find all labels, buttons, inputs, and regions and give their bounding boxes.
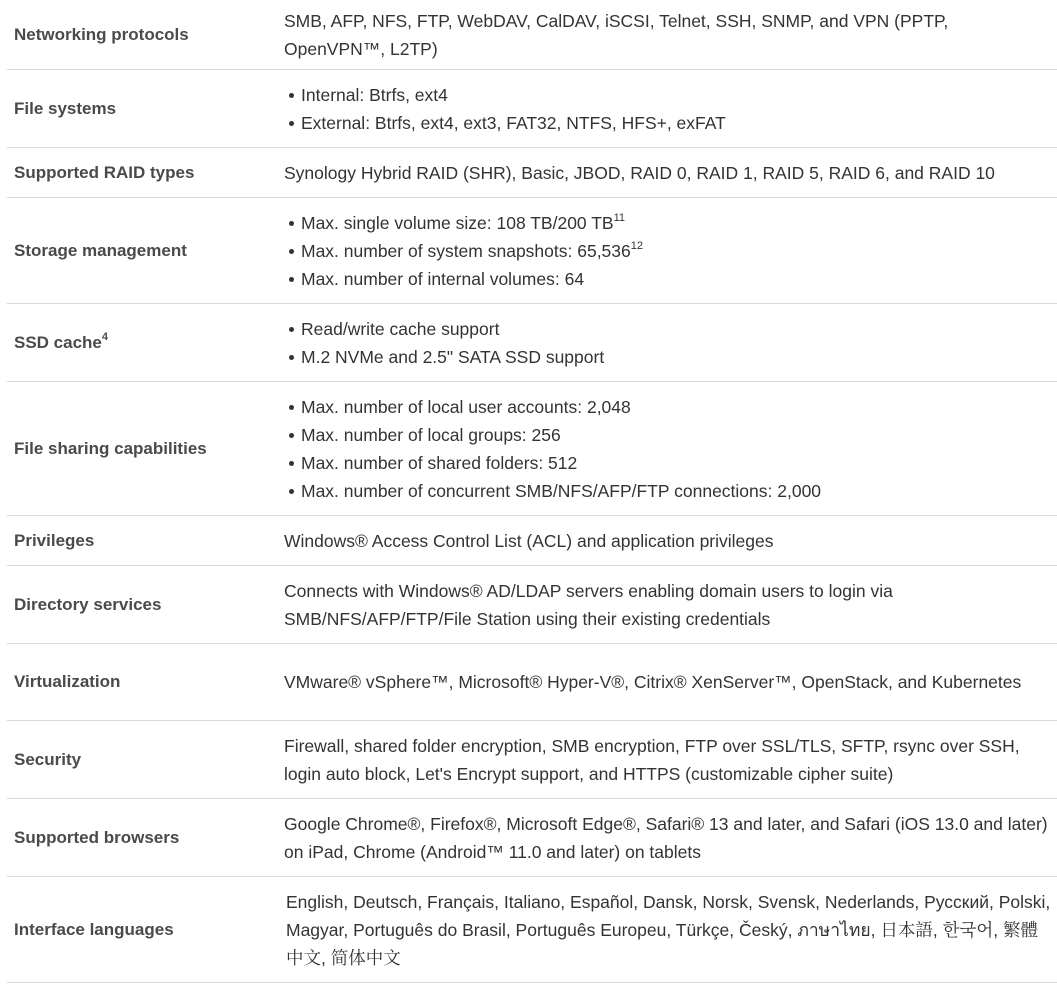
bullet-list [284,209,1051,293]
spec-label: Security [14,749,82,769]
list-item: Internal: Btrfs, ext4 [284,81,1051,109]
spec-row-ssd-cache [7,304,1057,382]
spec-value: Google Chrome®, Firefox®, Microsoft Edge®, Safari® 13 and later, and Safari (iOS 13.0 and later) on iPad, Chrome (Android™ 11.0 and later) on tablets [284,813,1048,862]
spec-label: File sharing capabilities [14,438,207,458]
spec-row-security [7,721,1057,799]
spec-label: Storage management [14,240,187,260]
spec-row-privileges [7,516,1057,566]
spec-label: Virtualization [14,672,121,691]
list-item: Max. number of concurrent SMB/NFS/AFP/FTP connections: 2,000 [284,477,1051,505]
list-item: Max. number of local groups: 256 [284,421,1051,449]
list-item-text: Max. number of system snapshots: 65,536 [301,240,631,261]
spec-label: Supported RAID types [14,162,195,182]
list-item: Max. number of internal volumes: 64 [284,265,1051,293]
footnote-marker: 11 [613,211,625,224]
spec-row-networking-protocols [7,0,1057,70]
spec-row-supported-browsers [7,799,1057,877]
list-item [284,237,1051,265]
spec-label: Privileges [14,530,95,550]
bullet-list [284,315,1051,371]
spec-label-text: SSD cache [14,332,102,352]
list-item [284,209,1051,237]
spec-value [284,209,1057,293]
spec-value: Firewall, shared folder encryption, SMB encryption, FTP over SSL/TLS, SFTP, rsync over SSH, login auto block, Let's Encrypt support, and HTTPS (customizable cipher suite) [284,735,1020,784]
spec-value: SMB, AFP, NFS, FTP, WebDAV, CalDAV, iSCSI, Telnet, SSH, SNMP, and VPN (PPTP, OpenVPN™, L2TP) [284,10,949,59]
footnote-marker: 12 [630,239,643,252]
spec-value: Windows® Access Control List (ACL) and application privileges [284,530,774,551]
spec-row-storage-management [7,198,1057,304]
list-item: Max. number of local user accounts: 2,048 [284,393,1051,421]
spec-table [7,0,1057,983]
spec-label [7,330,284,353]
bullet-list [284,81,1051,137]
spec-value [284,393,1057,505]
list-item: M.2 NVMe and 2.5" SATA SSD support [284,343,1051,371]
bullet-list [284,393,1051,505]
spec-value [284,315,1057,371]
spec-row-directory-services [7,566,1057,644]
spec-value [284,81,1057,137]
spec-value: Connects with Windows® AD/LDAP servers enabling domain users to login via SMB/NFS/AFP/FTP/File Station using their existing credentials [284,580,893,629]
spec-value: Synology Hybrid RAID (SHR), Basic, JBOD, RAID 0, RAID 1, RAID 5, RAID 6, and RAID 10 [284,162,995,183]
spec-row-interface-languages [7,877,1057,983]
list-item-text: Max. single volume size: 108 TB/200 TB [301,212,614,233]
spec-row-raid-types [7,148,1057,198]
list-item: Max. number of shared folders: 512 [284,449,1051,477]
spec-value: English, Deutsch, Français, Italiano, Español, Dansk, Norsk, Svensk, Nederlands, Русский, Polski, Magyar, Português do Brasil, Português Europeu, Türkçe, Český, ภาษาไทย, 日本語, 한국어, 繁體中文, 简体中文 [286,891,1051,968]
spec-label: Directory services [14,594,162,614]
list-item: External: Btrfs, ext4, ext3, FAT32, NTFS, HFS+, exFAT [284,109,1051,137]
footnote-marker: 4 [101,330,109,343]
spec-row-file-systems [7,70,1057,148]
spec-label: File systems [14,98,117,118]
spec-row-virtualization [7,644,1057,721]
spec-label: Networking protocols [14,24,189,44]
spec-label: Interface languages [14,919,174,939]
spec-label: Supported browsers [14,827,180,847]
spec-value: VMware® vSphere™, Microsoft® Hyper-V®, Citrix® XenServer™, OpenStack, and Kubernetes [284,672,1022,692]
list-item: Read/write cache support [284,315,1051,343]
spec-row-file-sharing [7,382,1057,516]
